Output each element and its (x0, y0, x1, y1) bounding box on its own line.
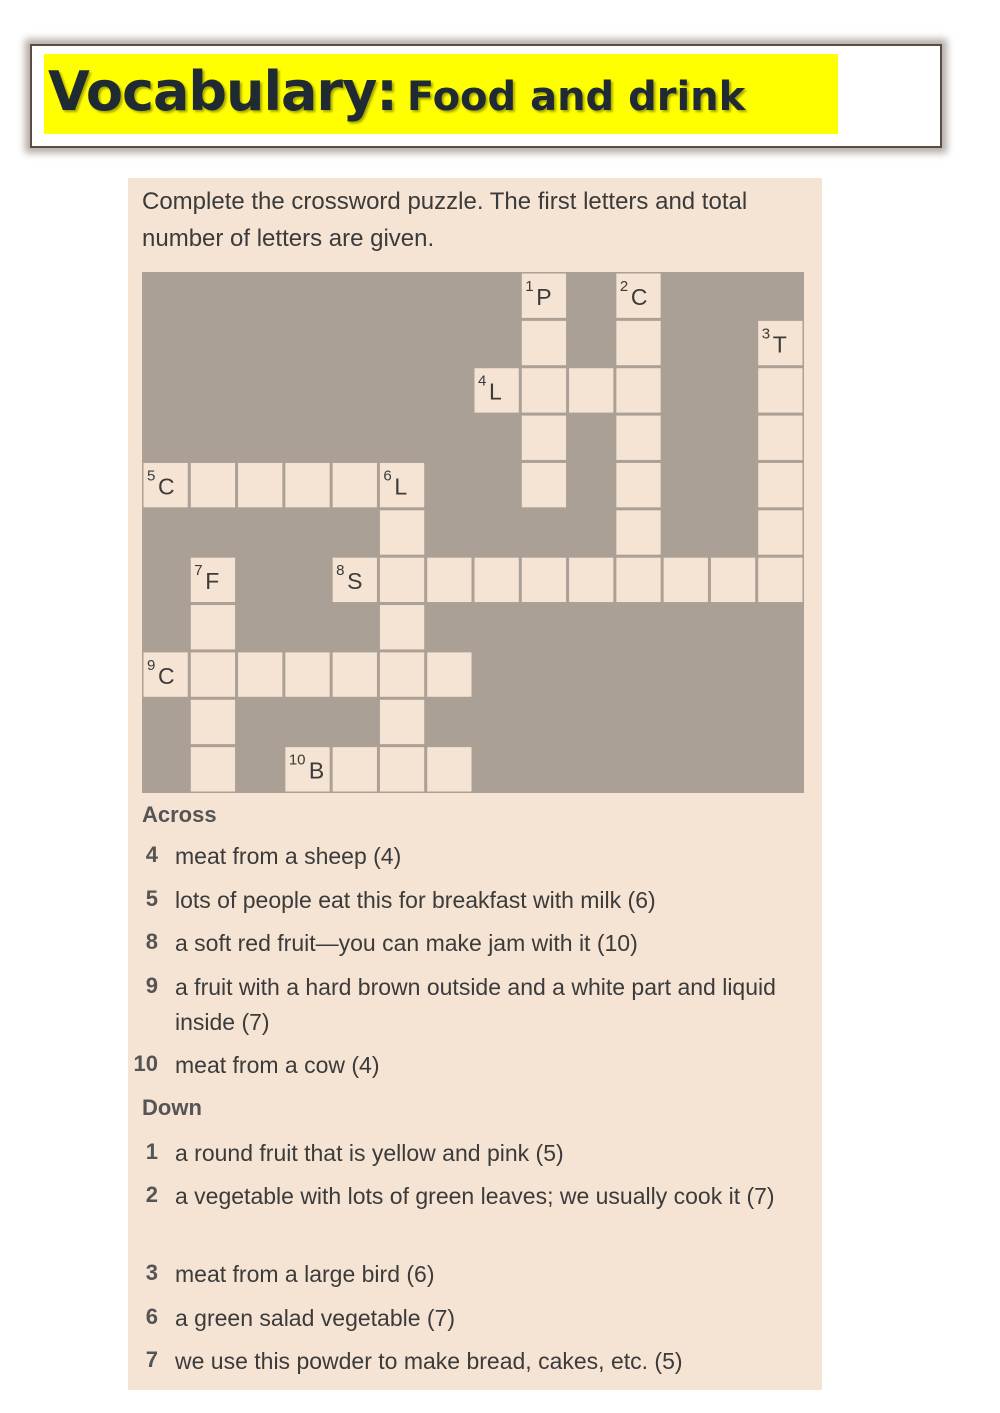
clue-text: lots of people eat this for breakfast with milk (6) (175, 887, 656, 913)
crossword-cell[interactable] (191, 700, 235, 744)
crossword-cell[interactable] (758, 416, 802, 460)
crossword-cell[interactable] (380, 747, 424, 791)
clue-number-label: 3 (761, 325, 771, 343)
clue-text: a fruit with a hard brown outside and a white part and liquid inside (7) (175, 974, 776, 1035)
first-letter: T (772, 331, 787, 358)
crossword-cell[interactable] (758, 368, 802, 412)
crossword-cell[interactable] (522, 463, 566, 507)
clue-text: a vegetable with lots of green leaves; we usually cook it (7) (175, 1183, 775, 1209)
crossword-cell[interactable] (616, 558, 660, 602)
crossword-cell[interactable] (333, 747, 377, 791)
clue-number-label: 6 (383, 467, 392, 485)
crossword-cell[interactable] (427, 558, 471, 602)
crossword-cell[interactable] (191, 463, 235, 507)
title-banner (30, 44, 942, 148)
grid-background (142, 272, 804, 793)
clue-number: 4 (145, 842, 158, 867)
first-letter: L (489, 378, 502, 405)
clue-number: 5 (145, 886, 158, 911)
crossword-cell[interactable] (380, 510, 424, 554)
clue-number-label: 7 (194, 562, 203, 580)
down-heading: Down (142, 1095, 202, 1120)
crossword-cell[interactable] (333, 652, 377, 696)
clue-number-label: 4 (478, 372, 487, 390)
crossword-cell[interactable] (758, 558, 802, 602)
crossword-cell[interactable] (616, 510, 660, 554)
crossword-cell[interactable] (522, 321, 566, 365)
clue-number: 9 (145, 973, 158, 998)
crossword-cell[interactable] (522, 416, 566, 460)
crossword-cell[interactable] (664, 558, 708, 602)
first-letter: F (205, 568, 220, 595)
title-subtitle: Food and drink (406, 74, 746, 120)
crossword-cell[interactable] (380, 558, 424, 602)
crossword-cell[interactable] (380, 652, 424, 696)
title-main: Vocabulary: (48, 60, 397, 123)
first-letter: L (394, 473, 408, 500)
crossword-cell[interactable] (616, 416, 660, 460)
clue-text: meat from a sheep (4) (175, 843, 402, 869)
crossword-cell[interactable] (475, 558, 519, 602)
clue-number: 2 (145, 1182, 158, 1207)
crossword-cell[interactable] (427, 652, 471, 696)
crossword-cell[interactable] (758, 463, 802, 507)
crossword-cell[interactable] (238, 652, 282, 696)
crossword-cell[interactable] (191, 652, 235, 696)
crossword-cell[interactable] (191, 747, 235, 791)
crossword-cell[interactable] (333, 463, 377, 507)
clue-number: 10 (133, 1051, 158, 1076)
page-title (48, 60, 745, 123)
first-letter: C (630, 284, 648, 310)
clue-number-label: 2 (619, 278, 629, 295)
across-heading: Across (142, 802, 217, 827)
clue-text: meat from a large bird (6) (175, 1261, 435, 1287)
crossword-cell[interactable] (758, 510, 802, 554)
crossword-cell[interactable] (191, 605, 235, 649)
crossword-cell[interactable] (238, 463, 282, 507)
clue-number: 3 (145, 1260, 158, 1285)
clue-text: we use this powder to make bread, cakes, etc. (5) (175, 1348, 683, 1374)
crossword-cell[interactable] (522, 368, 566, 412)
clue-number: 6 (145, 1304, 158, 1329)
first-letter: P (536, 284, 552, 310)
crossword-cell[interactable] (380, 605, 424, 649)
clue-number-label: 9 (147, 656, 156, 674)
first-letter: C (158, 662, 175, 689)
crossword-cell[interactable] (427, 747, 471, 791)
crossword-cell[interactable] (616, 463, 660, 507)
clue-number-label: 10 (288, 751, 306, 769)
crossword-grid (142, 272, 804, 793)
crossword-cell[interactable] (380, 700, 424, 744)
clue-number: 8 (145, 929, 158, 954)
crossword-cell[interactable] (711, 558, 755, 602)
clue-number: 7 (145, 1347, 158, 1372)
crossword-cell[interactable] (569, 368, 613, 412)
crossword-cell[interactable] (616, 368, 660, 412)
clue-number: 1 (145, 1139, 158, 1164)
crossword-cell[interactable] (569, 558, 613, 602)
crossword-svg (142, 272, 804, 793)
first-letter: S (347, 568, 363, 595)
worksheet-panel (128, 178, 822, 1390)
clue-text: a soft red fruit—you can make jam with it (10) (175, 930, 638, 956)
clue-text: meat from a cow (4) (175, 1052, 380, 1078)
first-letter: B (308, 757, 325, 784)
first-letter: C (158, 473, 175, 500)
crossword-cell[interactable] (616, 321, 660, 365)
clue-number-label: 5 (147, 467, 156, 485)
crossword-cell[interactable] (522, 558, 566, 602)
clue-number-label: 8 (336, 562, 345, 580)
clue-text: a round fruit that is yellow and pink (5) (175, 1140, 564, 1166)
crossword-cell[interactable] (285, 652, 329, 696)
clue-number-label: 1 (525, 278, 534, 295)
clue-text: a green salad vegetable (7) (175, 1305, 456, 1331)
instructions: Complete the crossword puzzle. The first letters and total number of letters are given. (142, 188, 748, 252)
crossword-cell[interactable] (285, 463, 329, 507)
